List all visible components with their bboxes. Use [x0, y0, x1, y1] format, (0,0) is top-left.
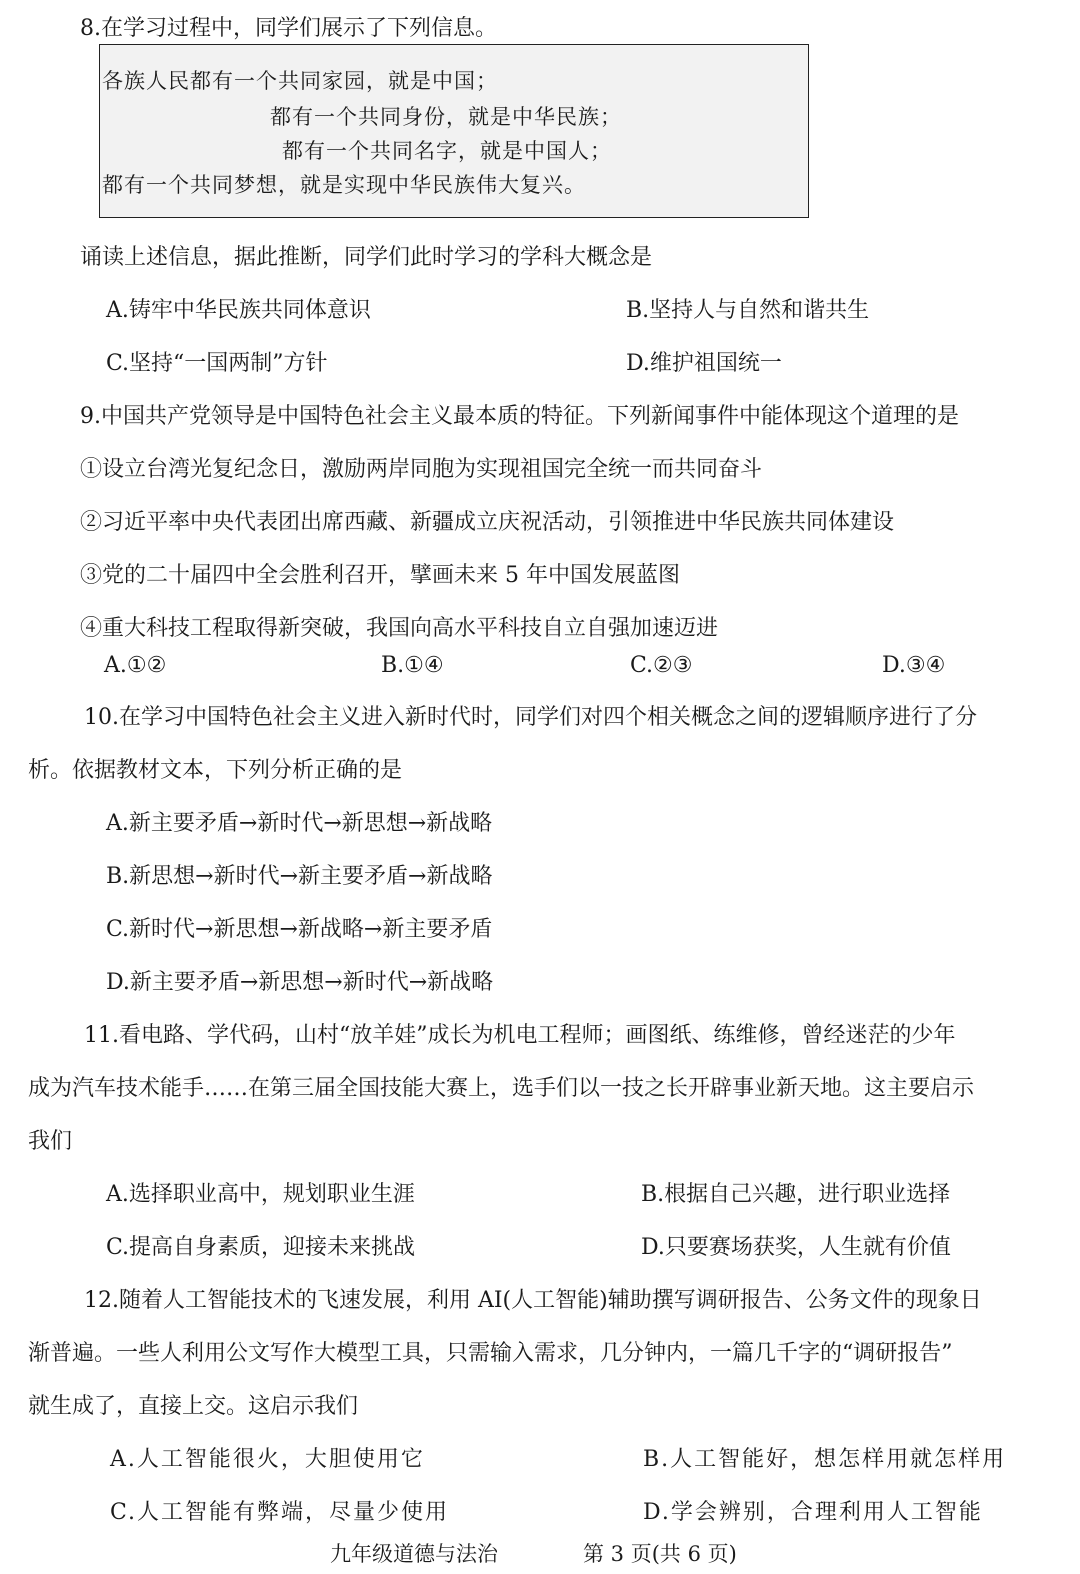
q8-question: 诵读上述信息，据此推断，同学们此时学习的学科大概念是 [80, 245, 653, 270]
q12-option-d: D.学会辨别，合理利用人工智能 [643, 1500, 983, 1525]
q12-option-a: A.人工智能很火，大胆使用它 [110, 1447, 425, 1472]
q12-option-c: C.人工智能有弊端，尽量少使用 [110, 1500, 450, 1525]
q11-option-b: B.根据自己兴趣，进行职业选择 [641, 1182, 951, 1207]
q11-stem-line-2: 成为汽车技术能手……在第三届全国技能大赛上，选手们以一技之长开辟事业新天地。这主要启示 [28, 1076, 975, 1101]
q9-item-3: ③党的二十届四中全会胜利召开，擘画未来 5 年中国发展蓝图 [80, 563, 680, 588]
q8-option-a: A.铸牢中华民族共同体意识 [106, 298, 371, 323]
q10-stem-line-2: 析。依据教材文本，下列分析正确的是 [28, 758, 403, 783]
q11-option-a: A.选择职业高中，规划职业生涯 [106, 1182, 415, 1207]
q12-option-b: B.人工智能好，想怎样用就怎样用 [643, 1447, 1007, 1472]
q8-box-line-1: 各族人民都有一个共同家园，就是中国； [102, 69, 498, 93]
q8-option-c: C.坚持“一国两制”方针 [106, 351, 328, 376]
q12-stem-line-1: 12.随着人工智能技术的飞速发展，利用 AI(人工智能)辅助撰写调研报告、公务文件的现象日 [84, 1288, 982, 1313]
footer-subject: 九年级道德与法治 [330, 1542, 498, 1566]
q9-stem: 9.中国共产党领导是中国特色社会主义最本质的特征。下列新闻事件中能体现这个道理的是 [80, 404, 959, 429]
q8-box-line-3: 都有一个共同名字，就是中国人； [282, 139, 612, 163]
q8-box-line-2: 都有一个共同身份，就是中华民族； [270, 105, 622, 129]
q10-option-b: B.新思想→新时代→新主要矛盾→新战略 [106, 864, 493, 889]
q8-option-d: D.维护祖国统一 [626, 351, 782, 376]
footer-page-number: 第 3 页(共 6 页) [583, 1542, 737, 1566]
q10-option-c: C.新时代→新思想→新战略→新主要矛盾 [106, 917, 493, 942]
q12-stem-line-3: 就生成了，直接上交。这启示我们 [28, 1394, 359, 1419]
q11-stem-line-1: 11.看电路、学代码，山村“放羊娃”成长为机电工程师；画图纸、练维修，曾经迷茫的少年 [84, 1023, 956, 1048]
q8-option-b: B.坚持人与自然和谐共生 [626, 298, 870, 323]
q8-quote-box [99, 44, 809, 218]
q11-option-d: D.只要赛场获奖，人生就有价值 [641, 1235, 951, 1260]
q10-stem-line-1: 10.在学习中国特色社会主义进入新时代时，同学们对四个相关概念之间的逻辑顺序进行了分 [84, 705, 977, 730]
q9-item-2: ②习近平率中央代表团出席西藏、新疆成立庆祝活动，引领推进中华民族共同体建设 [80, 510, 895, 535]
q10-option-d: D.新主要矛盾→新思想→新时代→新战略 [106, 970, 494, 995]
q11-option-c: C.提高自身素质，迎接未来挑战 [106, 1235, 416, 1260]
q10-option-a: A.新主要矛盾→新时代→新思想→新战略 [106, 811, 493, 836]
q9-option-d: D.③④ [882, 653, 946, 678]
q9-option-b: B.①④ [381, 653, 444, 678]
q11-stem-line-3: 我们 [28, 1129, 73, 1154]
q8-stem: 8.在学习过程中，同学们展示了下列信息。 [80, 16, 497, 41]
q8-box-line-4: 都有一个共同梦想，就是实现中华民族伟大复兴。 [102, 173, 586, 197]
q9-item-1: ①设立台湾光复纪念日，激励两岸同胞为实现祖国完全统一而共同奋斗 [80, 457, 763, 482]
q9-option-a: A.①② [104, 653, 167, 678]
q9-option-c: C.②③ [630, 653, 693, 678]
q12-stem-line-2: 渐普遍。一些人利用公文写作大模型工具，只需输入需求，几分钟内，一篇几千字的“调研报告” [28, 1341, 953, 1366]
q9-item-4: ④重大科技工程取得新突破，我国向高水平科技自立自强加速迈进 [80, 616, 719, 641]
